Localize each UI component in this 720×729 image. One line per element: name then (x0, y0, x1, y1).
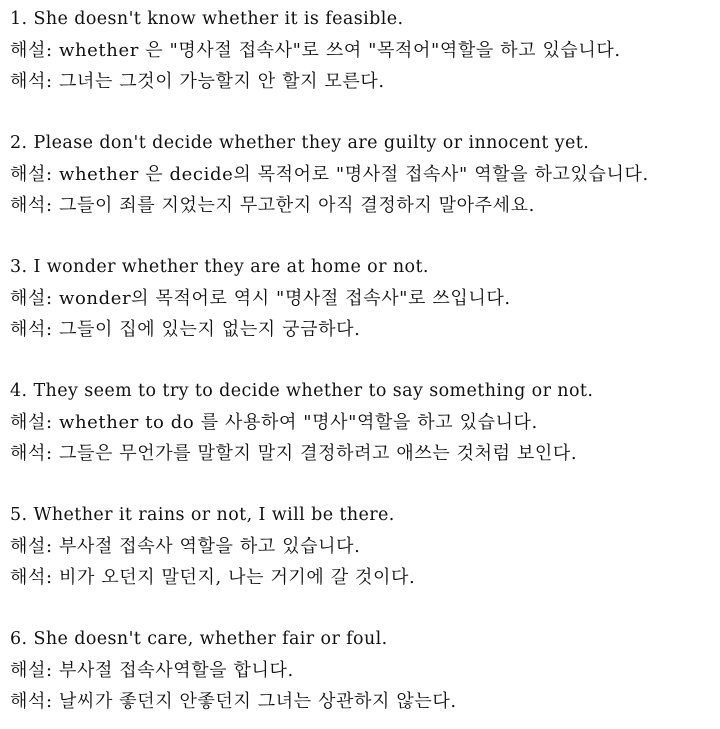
example-explanation: 해설: 부사절 접속사 역할을 하고 있습니다. (10, 536, 361, 557)
document-body (10, 4, 720, 729)
example-sentence: 3. I wonder whether they are at home or not. (10, 257, 429, 277)
blank-line (10, 221, 720, 252)
blank-line (10, 469, 720, 500)
blank-line (10, 97, 720, 128)
example-translation: 해석: 그들이 집에 있는지 없는지 궁금하다. (10, 319, 361, 340)
example-translation: 해석: 그녀는 그것이 가능할지 안 할지 모른다. (10, 71, 385, 92)
blank-line (10, 593, 720, 624)
example-item-1 (10, 4, 720, 128)
example-sentence: 4. They seem to try to decide whether to say something or not. (10, 381, 594, 401)
example-explanation: 해설: whether 은 decide의 목적어로 "명사절 접속사" 역할을 하고있습니다. (10, 164, 649, 185)
example-sentence: 5. Whether it rains or not, I will be there. (10, 505, 395, 525)
example-explanation: 해설: 부사절 접속사역할을 합니다. (10, 660, 294, 681)
example-item-6 (10, 624, 720, 717)
example-item-5 (10, 500, 720, 624)
example-sentence: 6. She doesn't care, whether fair or foul. (10, 629, 388, 649)
example-sentence: 2. Please don't decide whether they are guilty or innocent yet. (10, 133, 590, 153)
blank-line (10, 345, 720, 376)
example-explanation: 해설: wonder의 목적어로 역시 "명사절 접속사"로 쓰입니다. (10, 288, 511, 309)
example-translation: 해석: 비가 오던지 말던지, 나는 거기에 갈 것이다. (10, 567, 416, 588)
example-explanation: 해설: whether to do 를 사용하여 "명사"역할을 하고 있습니다. (10, 412, 538, 433)
example-item-3 (10, 252, 720, 376)
example-item-2 (10, 128, 720, 252)
example-item-4 (10, 376, 720, 500)
example-translation: 해석: 그들이 죄를 지었는지 무고한지 아직 결정하지 말아주세요. (10, 195, 535, 216)
example-sentence: 1. She doesn't know whether it is feasible. (10, 9, 404, 29)
example-translation: 해석: 날씨가 좋던지 안좋던지 그녀는 상관하지 않는다. (10, 691, 457, 712)
example-explanation: 해설: whether 은 "명사절 접속사"로 쓰여 "목적어"역할을 하고 있습니다. (10, 40, 621, 61)
example-translation: 해석: 그들은 무언가를 말할지 말지 결정하려고 애쓰는 것처럼 보인다. (10, 443, 578, 464)
